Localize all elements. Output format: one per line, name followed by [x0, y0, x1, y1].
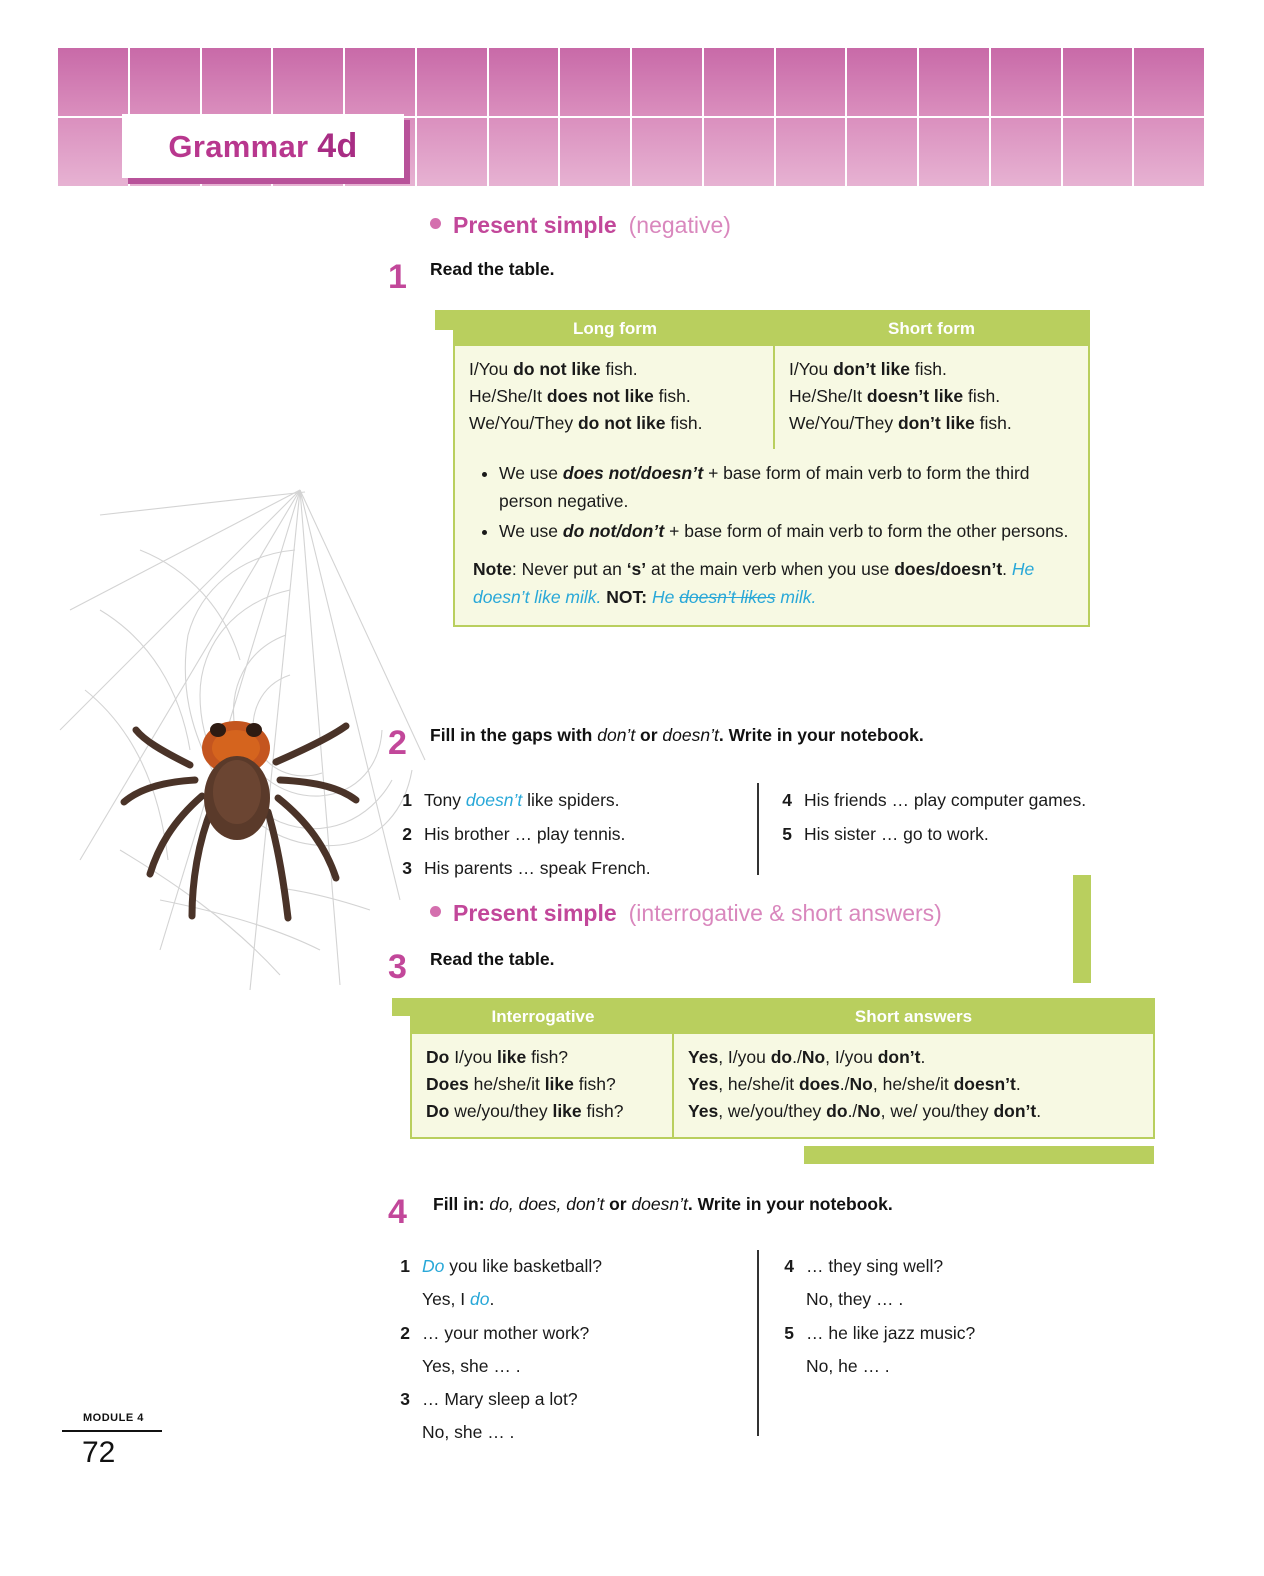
list-item: 4 His friends … play computer games.: [782, 790, 1087, 810]
list-item: 3 … Mary sleep a lot? No, she … .: [400, 1389, 578, 1443]
list-item: 2 … your mother work? Yes, she … .: [400, 1322, 590, 1376]
page-number: 72: [82, 1436, 116, 1469]
task-number-4: 4: [388, 1193, 407, 1231]
section-heading-light: (interrogative & short answers): [628, 900, 942, 926]
table-1-short-form-column: [775, 346, 1088, 449]
table-1-note-line: Note: Never put an ‘s’ at the main verb when you use does/doesn’t. He doesn’t like milk. NOT: He doesn’t likes milk.: [473, 559, 1035, 608]
section-heading-present-simple-negative: [430, 212, 731, 239]
table-row: We/You/They do not like fish.: [469, 413, 703, 434]
bullet-dot-icon: [430, 218, 441, 229]
table-1-header-short: Short form: [888, 319, 975, 338]
section-heading-strong: Present simple: [453, 212, 617, 238]
exercise-4-right-column: [780, 1250, 1130, 1383]
list-item: • We use does not/doesn’t + base form of main verb to form the third person negative.: [499, 459, 1070, 515]
grammar-table-2: [392, 998, 1162, 1139]
table-1-body: [455, 346, 1088, 449]
table-row: Does he/she/it like fish?: [426, 1074, 616, 1095]
footer-rule: [62, 1430, 162, 1432]
table-2-header-row: [412, 1000, 1153, 1034]
table-1-header-row: [455, 312, 1088, 346]
table-1-notes: [455, 449, 1088, 625]
grammar-table-1: [435, 310, 1090, 627]
table-row: We/You/They don’t like fish.: [789, 413, 1012, 434]
page-title-number: 4d: [317, 126, 358, 165]
table-2-body: [412, 1034, 1153, 1137]
table-row: I/You do not like fish.: [469, 359, 638, 379]
section-heading-strong: Present simple: [453, 900, 617, 926]
table-1-box: [453, 310, 1090, 627]
list-item: 2 His brother … play tennis.: [402, 824, 626, 845]
section-heading-light: (negative): [628, 212, 731, 238]
table-row: Do I/you like fish?: [426, 1047, 569, 1067]
bullet-dot-icon: [430, 906, 441, 917]
task-number-1: 1: [388, 258, 407, 296]
exercise-2-right-column: [778, 783, 1128, 851]
task-3-instruction: Read the table.: [430, 949, 555, 969]
list-item: 1 Do you like basketball? Yes, I do.: [400, 1256, 602, 1310]
table-1-header-long: Long form: [572, 319, 658, 338]
module-label: MODULE 4: [83, 1412, 144, 1424]
table-row: Yes, I/you do./No, I/you don’t.: [688, 1047, 926, 1067]
table-row: He/She/It does not like fish.: [469, 386, 691, 407]
section-heading-present-simple-interrogative: [430, 900, 942, 927]
table-2-shadow-bottom: [804, 1146, 1154, 1164]
list-item: 1 Tony doesn’t like spiders.: [402, 790, 620, 810]
table-row: Do we/you/they like fish?: [426, 1101, 624, 1122]
list-item: 4 … they sing well? No, they … .: [784, 1256, 944, 1310]
exercise-4-left-column: [396, 1250, 746, 1450]
list-item: 3 His parents … speak French.: [402, 858, 651, 879]
task-4-instruction: Fill in: do, does, don’t or doesn’t. Write in your notebook.: [433, 1194, 893, 1214]
table-row: Yes, we/you/they do./No, we/ you/they don’t.: [688, 1101, 1042, 1122]
task-1-instruction: Read the table.: [430, 259, 555, 279]
task-2-instruction: Fill in the gaps with don’t or doesn’t. Write in your notebook.: [430, 725, 924, 745]
table-row: I/You don’t like fish.: [789, 359, 947, 379]
table-1-shadow-right: [1073, 875, 1091, 983]
list-item: • We use do not/don’t + base form of main verb to form the other persons.: [499, 517, 1070, 545]
page-title-word: Grammar: [168, 128, 309, 164]
table-1-long-form-column: [455, 346, 775, 449]
list-item: 5 His sister … go to work.: [782, 824, 989, 845]
exercise-2-divider: [757, 783, 759, 875]
table-row: Yes, he/she/it does./No, he/she/it doesn’t.: [688, 1074, 1021, 1095]
table-2-header-short-answers: Short answers: [854, 1007, 973, 1026]
task-number-2: 2: [388, 724, 407, 762]
exercise-2-left-column: [398, 783, 743, 885]
page-title: [122, 114, 404, 178]
table-row: He/She/It doesn’t like fish.: [789, 386, 1001, 407]
list-item: 5 … he like jazz music? No, he … .: [784, 1322, 976, 1376]
task-number-3: 3: [388, 948, 407, 986]
table-2-interrogative-column: [412, 1034, 674, 1137]
spider-web-illustration: [40, 430, 440, 1010]
exercise-4-divider: [757, 1250, 759, 1436]
table-2-header-interrogative: Interrogative: [491, 1007, 595, 1026]
table-2-answers-column: [674, 1034, 1153, 1137]
table-2-box: [410, 998, 1155, 1139]
